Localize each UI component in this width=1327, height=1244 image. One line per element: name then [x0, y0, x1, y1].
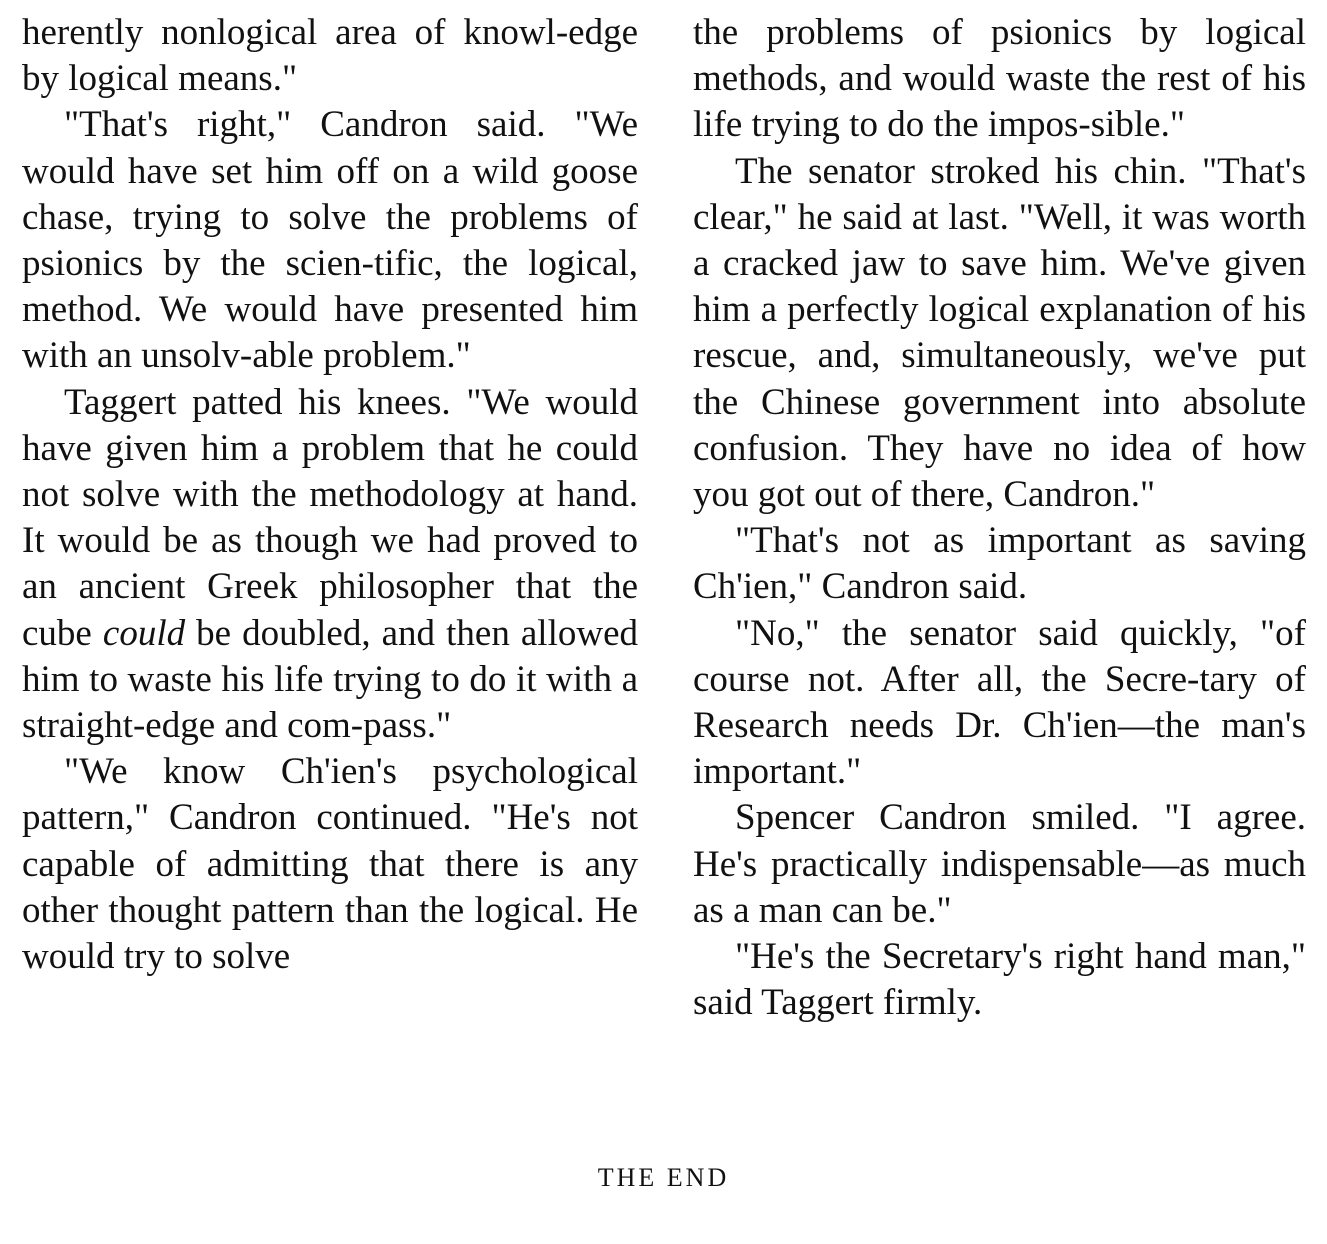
paragraph: the problems of psionics by logical methods, and would waste the rest of his life trying to do the impos-sible."	[693, 12, 1306, 146]
paragraph: "That's not as important as saving Ch'ien," Candron said.	[693, 520, 1306, 608]
paragraph: Spencer Candron smiled. "I agree. He's practically indispensable—as much as a man can be."	[693, 797, 1306, 931]
paragraph: "We know Ch'ien's psychological pattern," Candron continued. "He's not capable of admitting that there is any other thought pattern than the logical. He would try to solve	[22, 751, 638, 978]
paragraph-text-before-italic: Taggert patted his knees. "We would have given him a problem that he could not solve with the methodology at hand. It would be as though we had proved to an ancient Greek philosopher that the cube	[22, 381, 638, 654]
paragraph: "That's right," Candron said. "We would have set him off on a wild goose chase, trying to solve the problems of psionics by the scien-tific, the logical, method. We would have presented him with an unsolv-able problem."	[22, 104, 638, 377]
italic-word: could	[102, 612, 186, 654]
paragraph: The senator stroked his chin. "That's clear," he said at last. "Well, it was worth a cracked jaw to save him. We've given him a perfectly logical explanation of his rescue, and, simultaneously, we've put the Chinese government into absolute confusion. They have no idea of how you got out of there, Candron."	[693, 150, 1306, 516]
left-column	[22, 10, 638, 980]
paragraph: "He's the Secretary's right hand man," said Taggert firmly.	[693, 936, 1306, 1024]
paragraph-text-after-italic: be doubled, and then allowed him to waste his life trying to do it with a straight-edge and com-pass."	[22, 612, 638, 747]
paragraph: "No," the senator said quickly, "of course not. After all, the Secre-tary of Research needs Dr. Ch'ien—the man's important."	[693, 612, 1306, 793]
paragraph	[22, 380, 638, 750]
paragraph: herently nonlogical area of knowl-edge by logical means."	[22, 12, 638, 100]
right-column	[693, 10, 1306, 1026]
the-end-label: THE END	[597, 1163, 730, 1192]
